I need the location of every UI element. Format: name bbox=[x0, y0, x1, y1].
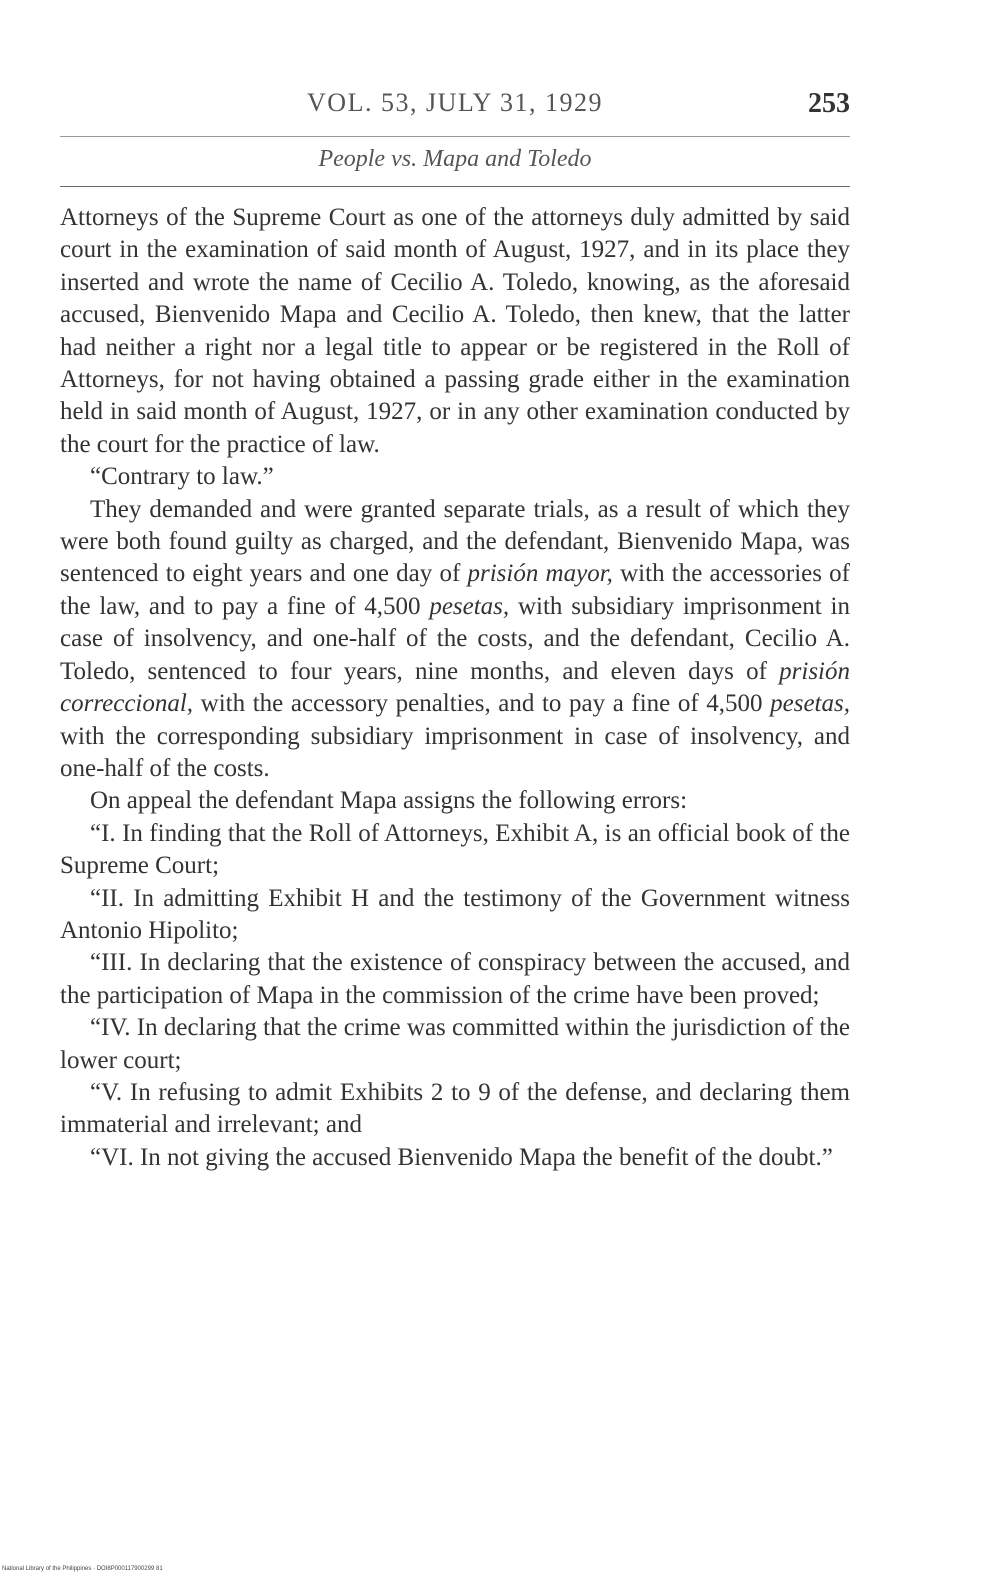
paragraph-continuation: Attorneys of the Supreme Court as one of the attorneys duly admitted by said court in the examination of said month of August, 1927, and in its place they inserted and wrote the name of Cecilio A. Toledo, knowing, as the aforesaid accused, Bienvenido Mapa and Cecilio A. Toledo, then knew, that the latter had neither a right nor a legal title to appear or be registered in the Roll of Attorneys, for not having obtained a passing grade either in the examination held in said month of August, 1927, or in any other examination conducted by the court for the practice of law. bbox=[60, 204, 850, 458]
italic-run: pesetas, bbox=[770, 690, 850, 718]
text-run: They demanded and were granted separate trials, as a result of which they were both found guilty as charged, and the defendant, Bienvenido Mapa, was sentenced to eight years and one day of bbox=[60, 495, 850, 588]
error-item: “I. In finding that the Roll of Attorneys, Exhibit A, is an official book of the Supreme Court; bbox=[60, 819, 850, 880]
running-head bbox=[60, 88, 850, 128]
body-text bbox=[60, 202, 850, 1174]
paragraph-appeal: On appeal the defendant Mapa assigns the following errors: bbox=[90, 787, 688, 815]
scan-credit: National Library of the Philippines · DOI8P000117900299 81 bbox=[2, 1566, 163, 1572]
error-item: “V. In refusing to admit Exhibits 2 to 9 of the defense, and declaring them immaterial and irrelevant; and bbox=[60, 1078, 850, 1139]
paragraph-sentences bbox=[60, 494, 850, 786]
page-number: 253 bbox=[808, 88, 850, 119]
text-run: with the corresponding subsidiary imprisonment in case of insolvency, and one-half of the costs. bbox=[60, 722, 850, 782]
header-rule-top bbox=[60, 136, 850, 137]
error-item: “VI. In not giving the accused Bienvenido Mapa the benefit of the doubt.” bbox=[90, 1143, 833, 1171]
volume-line: VOL. 53, JULY 31, 1929 bbox=[307, 88, 603, 117]
italic-run: pesetas, bbox=[429, 592, 510, 620]
error-item: “IV. In declaring that the crime was committed within the jurisdiction of the lower court; bbox=[60, 1014, 850, 1074]
error-item: “III. In declaring that the existence of conspiracy between the accused, and the participation of Mapa in the commission of the crime have been proved; bbox=[60, 949, 850, 1009]
italic-run: prisión correccional, bbox=[60, 657, 850, 718]
italic-run: prisión mayor, bbox=[467, 560, 613, 588]
header-rule-bottom bbox=[60, 186, 850, 187]
text-run: with the accessories of the law, and to pay a fine of 4,500 bbox=[60, 560, 850, 620]
paragraph-contrary: “Contrary to law.” bbox=[90, 463, 274, 491]
text-run: with subsidiary imprisonment in case of insolvency, and one-half of the costs, and the defendant, Cecilio A. Toledo, sentenced to four years, nine months, and eleven days of bbox=[60, 592, 850, 685]
case-title: People vs. Mapa and Toledo bbox=[318, 146, 592, 172]
error-item: “II. In admitting Exhibit H and the testimony of the Government witness Antonio Hipolito; bbox=[60, 884, 850, 944]
text-run: with the accessory penalties, and to pay a fine of 4,500 bbox=[193, 690, 771, 718]
